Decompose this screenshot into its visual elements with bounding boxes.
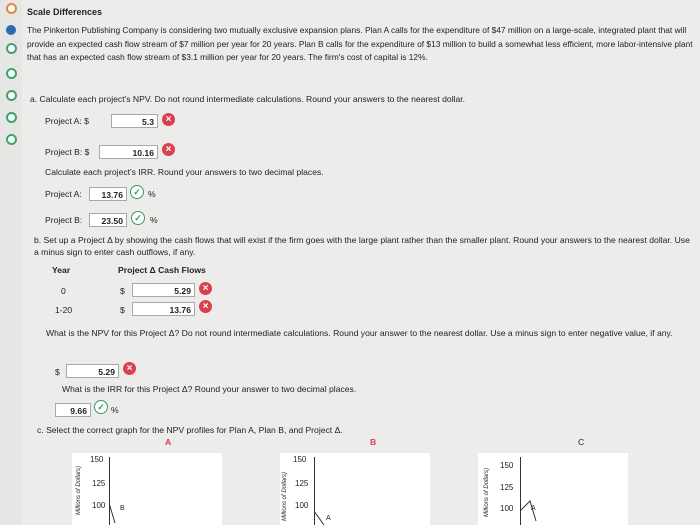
col-cash-flow-header: Project Δ Cash Flows	[118, 265, 206, 275]
y-tick: 125	[295, 479, 309, 488]
nav-dot-icon[interactable]	[6, 68, 17, 79]
dollar-sign: $	[120, 305, 125, 315]
col-year-header: Year	[52, 265, 71, 275]
y-tick: 150	[293, 455, 307, 464]
delta-irr-question: What is the IRR for this Project Δ? Round your answer to two decimal places.	[62, 384, 357, 394]
y-axis-label: Millions of Dollars)	[484, 467, 490, 517]
row-year: 0	[61, 286, 66, 296]
incorrect-icon: ×	[162, 143, 175, 156]
irr-b-input[interactable]: 23.50	[89, 213, 127, 227]
graph-option-label[interactable]: C	[578, 437, 585, 447]
correct-icon: ✓	[130, 185, 144, 199]
y-tick: 150	[90, 455, 104, 464]
nav-dot-icon[interactable]	[6, 112, 17, 123]
project-a-npv-label: Project A: $	[45, 116, 89, 126]
y-axis-label: Millions of Dollars)	[76, 465, 82, 515]
project-b-npv-input[interactable]: 10.16	[99, 145, 158, 159]
correct-icon: ✓	[94, 400, 108, 414]
part-a-npv-question: a. Calculate each project's NPV. Do not round intermediate calculations. Round your answers to the nearest dollar.	[30, 94, 466, 104]
project-a-npv-input[interactable]: 5.3	[111, 114, 158, 128]
y-tick: 125	[92, 479, 106, 488]
question-nav-gutter	[0, 0, 22, 525]
nav-dot-icon[interactable]	[6, 43, 17, 54]
y-tick: 150	[500, 461, 514, 470]
project-b-npv-label: Project B: $	[45, 147, 90, 157]
delta-cf-year-0-input[interactable]: 5.29	[132, 283, 195, 297]
graph-option-label[interactable]: A	[165, 437, 172, 447]
curve-label: A	[531, 505, 536, 512]
nav-dot-icon[interactable]	[6, 3, 17, 14]
delta-npv-question: What is the NPV for this Project Δ? Do not round intermediate calculations. Round your answer to the nearest dollar. Use a minus sign to enter negative value, if any.	[46, 328, 673, 338]
y-tick: 100	[92, 501, 106, 510]
part-c-question: c. Select the correct graph for the NPV profiles for Plan A, Plan B, and Project Δ.	[37, 425, 343, 435]
percent-sign: %	[111, 405, 119, 415]
npv-curve	[109, 493, 129, 525]
npv-curve	[520, 497, 540, 525]
y-axis-label: Millions of Dollars)	[282, 471, 288, 521]
percent-sign: %	[148, 189, 156, 199]
incorrect-icon: ×	[199, 282, 212, 295]
npv-profile-graph-c[interactable]	[478, 453, 628, 525]
percent-sign: %	[150, 215, 158, 225]
nav-dot-icon[interactable]	[6, 25, 16, 35]
curve-label: B	[120, 505, 125, 512]
row-year: 1-20	[55, 305, 73, 315]
delta-npv-input[interactable]: 5.29	[66, 364, 119, 378]
incorrect-icon: ×	[162, 113, 175, 126]
dollar-sign: $	[55, 367, 60, 377]
page-title: Scale Differences	[27, 7, 103, 17]
irr-a-input[interactable]: 13.76	[89, 187, 127, 201]
part-b-question: b. Set up a Project Δ by showing the cash flows that will exist if the firm goes with the large plant rather than the smaller plant. Round your answers to the nearest dollar. Use a minus sign to enter cash outflows, if any.	[34, 235, 690, 257]
irr-a-label: Project A:	[45, 189, 82, 199]
npv-profile-graph-b[interactable]	[280, 453, 430, 525]
nav-dot-icon[interactable]	[6, 90, 17, 101]
delta-cf-year-1-20-input[interactable]: 13.76	[132, 302, 195, 316]
y-tick: 100	[295, 501, 309, 510]
correct-icon: ✓	[131, 211, 145, 225]
problem-text: The Pinkerton Publishing Company is considering two mutually exclusive expansion plans. Plan A calls for the expenditure of $47 million on a large-scale, integrated plant that will provide an expected cash flow stream of $7 million per year for 20 years. Plan B calls for the expenditure of $13 million to build a somewhat less efficient, more labor-intensive plant that has an expected cash flow stream of $3.1 million per year for 20 years. The firm's cost of capital is 12%.	[27, 25, 693, 62]
incorrect-icon: ×	[123, 362, 136, 375]
curve-label: A	[326, 515, 331, 522]
nav-dot-icon[interactable]	[6, 134, 17, 145]
y-tick: 100	[500, 504, 514, 513]
delta-irr-input[interactable]: 9.66	[55, 403, 91, 417]
graph-option-label[interactable]: B	[370, 437, 377, 447]
irr-b-label: Project B:	[45, 215, 83, 225]
irr-question: Calculate each project's IRR. Round your answers to two decimal places.	[45, 167, 324, 177]
npv-profile-graph-a[interactable]	[72, 453, 222, 525]
dollar-sign: $	[120, 286, 125, 296]
incorrect-icon: ×	[199, 300, 212, 313]
y-tick: 125	[500, 483, 514, 492]
